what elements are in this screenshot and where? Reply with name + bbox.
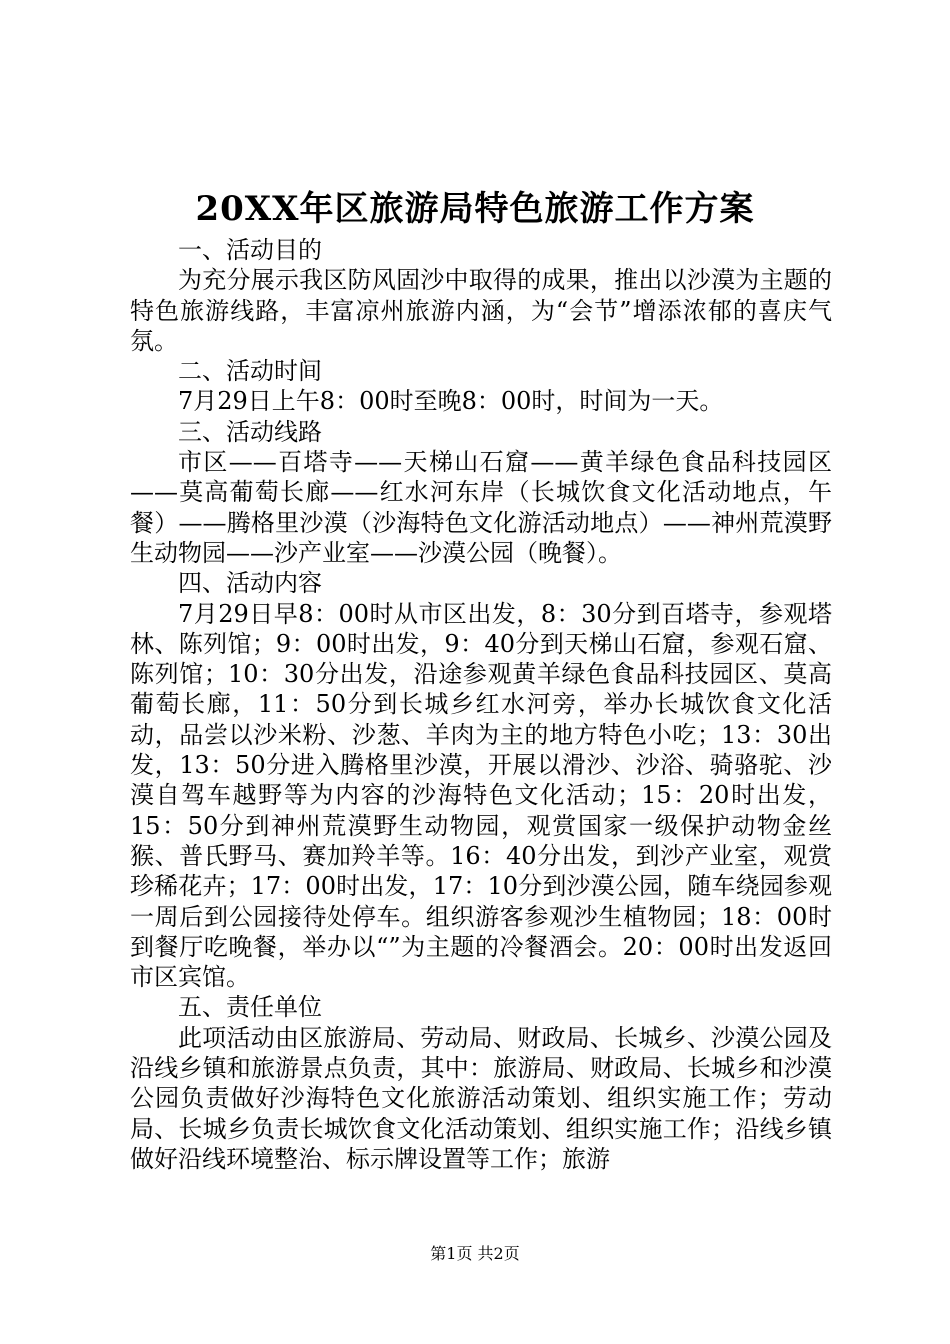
section-text-time: 7月29日上午8：00时至晚8：00时，时间为一天。 bbox=[178, 387, 724, 416]
section-text-route: 市区——百塔寺——天梯山石窟——黄羊绿色食品科技园区——莫高葡萄长廊——红水河东岸（长城饮食文化活动地点，午餐）——腾格里沙漠（沙海特色文化游活动地点）——神州荒漠野生动物园——沙产业室——沙漠公园（晚餐）。 bbox=[130, 448, 832, 567]
document-title: 20XX年区旅游局特色旅游工作方案 bbox=[195, 189, 755, 229]
section-heading-responsibility: 五、责任单位 bbox=[178, 993, 322, 1022]
page-number-footer: 第1页 共2页 bbox=[430, 1244, 520, 1263]
section-text-purpose: 为充分展示我区防风固沙中取得的成果，推出以沙漠为主题的特色旅游线路，丰富凉州旅游内涵，为“会节”增添浓郁的喜庆气氛。 bbox=[130, 266, 832, 355]
section-text-content: 7月29日早8：00时从市区出发，8：30分到百塔寺，参观塔林、陈列馆；9：00时出发，9：40分到天梯山石窟，参观石窟、陈列馆；10：30分出发，沿途参观黄羊绿色食品科技园区、莫高葡萄长廊，11：50分到长城乡红水河旁，举办长城饮食文化活动，品尝以沙米粉、沙葱、羊肉为主的地方特色小吃；13：30出发，13：50分进入腾格里沙漠，开展以滑沙、沙浴、骑骆驼、沙漠自驾车越野等为内容的沙海特色文化活动；15：20时出发，15：50分到神州荒漠野生动物园，观赏国家一级保护动物金丝猴、普氏野马、赛加羚羊等。16：40分出发，到沙产业室，观赏珍稀花卉；17：00时出发，17：10分到沙漠公园，随车绕园参观一周后到公园接待处停车。组织游客参观沙生植物园；18：00时到餐厅吃晚餐，举办以“”为主题的冷餐酒会。20：00时出发返回市区宾馆。 bbox=[130, 599, 832, 992]
document-body bbox=[130, 235, 832, 1174]
section-heading-time: 二、活动时间 bbox=[178, 357, 322, 386]
section-text-responsibility: 此项活动由区旅游局、劳动局、财政局、长城乡、沙漠公园及沿线乡镇和旅游景点负责，其中：旅游局、财政局、长城乡和沙漠公园负责做好沙海特色文化旅游活动策划、组织实施工作；劳动局、长城乡负责长城饮食文化活动策划、组织实施工作；沿线乡镇做好沿线环境整治、标示牌设置等工作；旅游 bbox=[130, 1023, 832, 1173]
section-heading-route: 三、活动线路 bbox=[178, 417, 322, 446]
section-heading-purpose: 一、活动目的 bbox=[178, 236, 322, 264]
section-heading-content: 四、活动内容 bbox=[178, 569, 322, 598]
